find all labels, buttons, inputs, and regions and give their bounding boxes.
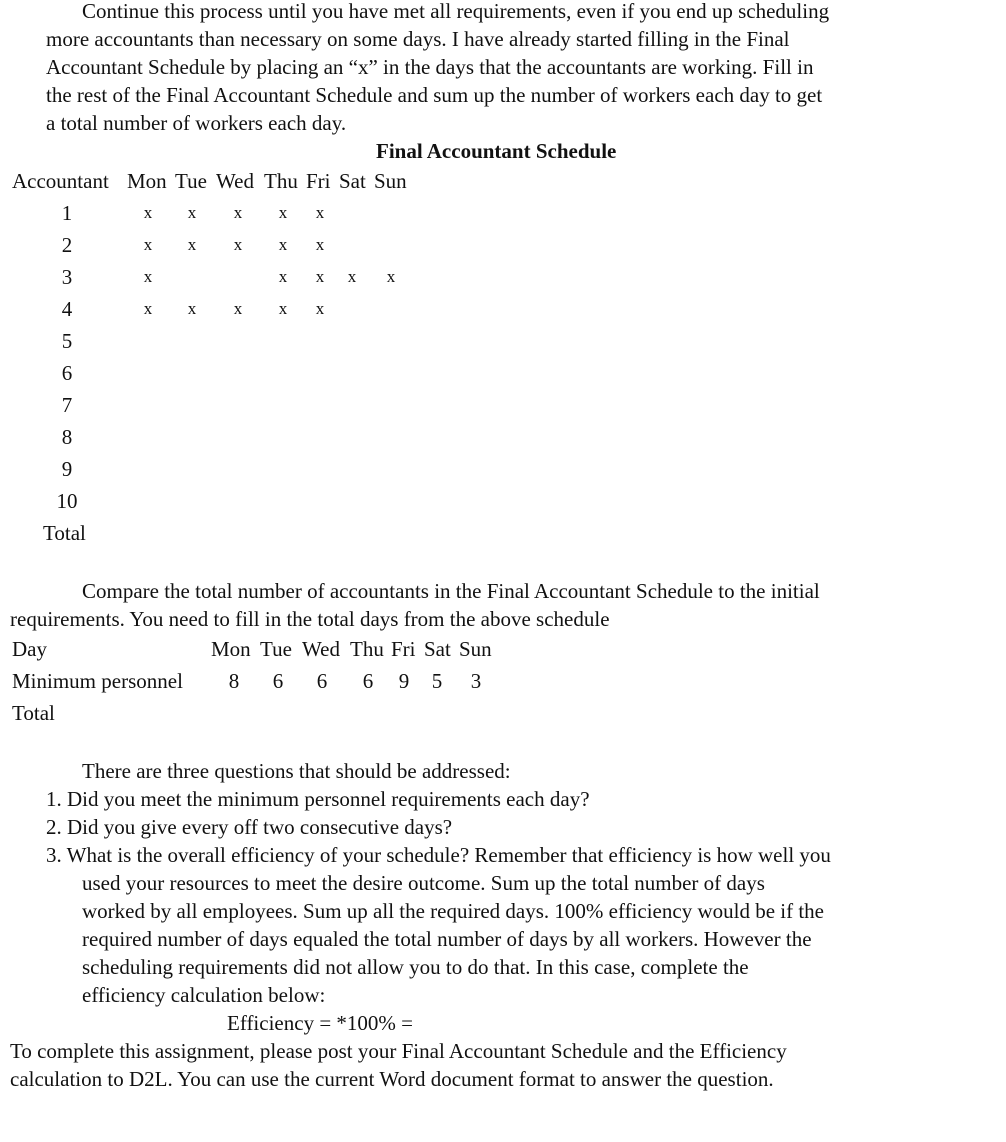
compare-line-1: Compare the total number of accountants in the Final Accountant Schedule to the initial <box>82 579 820 603</box>
schedule-mark: x <box>233 203 243 222</box>
schedule-row-label: 2 <box>61 233 73 257</box>
schedule-mark: x <box>278 203 288 222</box>
schedule-header-tue: Tue <box>175 169 207 193</box>
schedule-header-fri: Fri <box>306 169 331 193</box>
compare-min-value: 6 <box>362 669 374 693</box>
schedule-row-label: 8 <box>61 425 73 449</box>
schedule-title: Final Accountant Schedule <box>376 139 617 163</box>
efficiency-formula: Efficiency = *100% = <box>227 1011 413 1035</box>
compare-day-label: Day <box>12 637 47 661</box>
question-3-line-6: efficiency calculation below: <box>82 983 326 1007</box>
schedule-mark: x <box>143 299 153 318</box>
schedule-header-sat: Sat <box>339 169 366 193</box>
schedule-mark: x <box>278 235 288 254</box>
compare-min-value: 8 <box>228 669 240 693</box>
schedule-mark: x <box>278 299 288 318</box>
intro-line-5: a total number of workers each day. <box>46 111 347 135</box>
schedule-mark: x <box>187 235 197 254</box>
question-3-line-5: scheduling requirements did not allow you to do that. In this case, complete the <box>82 955 749 979</box>
compare-total-label: Total <box>12 701 55 725</box>
schedule-header-accountant: Accountant <box>12 169 109 193</box>
schedule-row-label: 10 <box>56 489 78 513</box>
schedule-mark: x <box>315 235 325 254</box>
schedule-row-label: 1 <box>61 201 73 225</box>
schedule-mark: x <box>143 203 153 222</box>
schedule-mark: x <box>143 235 153 254</box>
compare-day-mon: Mon <box>211 637 251 661</box>
intro-line-1: Continue this process until you have met all requirements, even if you end up scheduling <box>82 0 830 23</box>
closing-line-2: calculation to D2L. You can use the current Word document format to answer the question. <box>10 1067 774 1091</box>
questions-intro: There are three questions that should be addressed: <box>82 759 511 783</box>
schedule-header-wed: Wed <box>216 169 254 193</box>
schedule-mark: x <box>315 299 325 318</box>
intro-line-3: Accountant Schedule by placing an “x” in the days that the accountants are working. Fill in <box>46 55 814 79</box>
compare-day-sat: Sat <box>424 637 451 661</box>
compare-day-wed: Wed <box>302 637 340 661</box>
schedule-mark: x <box>233 299 243 318</box>
schedule-header-thu: Thu <box>264 169 298 193</box>
schedule-mark: x <box>143 267 153 286</box>
question-3-line-2: used your resources to meet the desire outcome. Sum up the total number of days <box>82 871 765 895</box>
compare-min-value: 9 <box>398 669 410 693</box>
compare-min-value: 3 <box>470 669 482 693</box>
schedule-row-label: 9 <box>61 457 73 481</box>
schedule-mark: x <box>187 299 197 318</box>
schedule-row-label: 6 <box>61 361 73 385</box>
schedule-row-label: 4 <box>61 297 73 321</box>
schedule-header-mon: Mon <box>127 169 167 193</box>
schedule-mark: x <box>347 267 357 286</box>
question-3-line-4: required number of days equaled the total number of days by all workers. However the <box>82 927 812 951</box>
schedule-mark: x <box>278 267 288 286</box>
schedule-mark: x <box>187 203 197 222</box>
question-1: 1. Did you meet the minimum personnel requirements each day? <box>46 787 590 811</box>
compare-day-sun: Sun <box>459 637 492 661</box>
compare-day-tue: Tue <box>260 637 292 661</box>
schedule-mark: x <box>315 203 325 222</box>
question-3-line-1: 3. What is the overall efficiency of your schedule? Remember that efficiency is how well you <box>46 843 831 867</box>
closing-line-1: To complete this assignment, please post your Final Accountant Schedule and the Efficiency <box>10 1039 787 1063</box>
schedule-total-label: Total <box>43 521 86 545</box>
compare-min-value: 5 <box>431 669 443 693</box>
schedule-header-sun: Sun <box>374 169 407 193</box>
question-2: 2. Did you give every off two consecutive days? <box>46 815 453 839</box>
compare-min-value: 6 <box>316 669 328 693</box>
intro-line-4: the rest of the Final Accountant Schedule and sum up the number of workers each day to get <box>46 83 823 107</box>
schedule-row-label: 5 <box>61 329 73 353</box>
question-3-line-3: worked by all employees. Sum up all the required days. 100% efficiency would be if the <box>82 899 824 923</box>
schedule-mark: x <box>315 267 325 286</box>
compare-min-label: Minimum personnel <box>12 669 183 693</box>
compare-min-value: 6 <box>272 669 284 693</box>
schedule-row-label: 3 <box>61 265 73 289</box>
compare-day-fri: Fri <box>391 637 416 661</box>
compare-day-thu: Thu <box>350 637 384 661</box>
schedule-mark: x <box>233 235 243 254</box>
schedule-mark: x <box>386 267 396 286</box>
intro-line-2: more accountants than necessary on some days. I have already started filling in the Final <box>46 27 790 51</box>
compare-line-2: requirements. You need to fill in the total days from the above schedule <box>10 607 610 631</box>
schedule-row-label: 7 <box>61 393 73 417</box>
